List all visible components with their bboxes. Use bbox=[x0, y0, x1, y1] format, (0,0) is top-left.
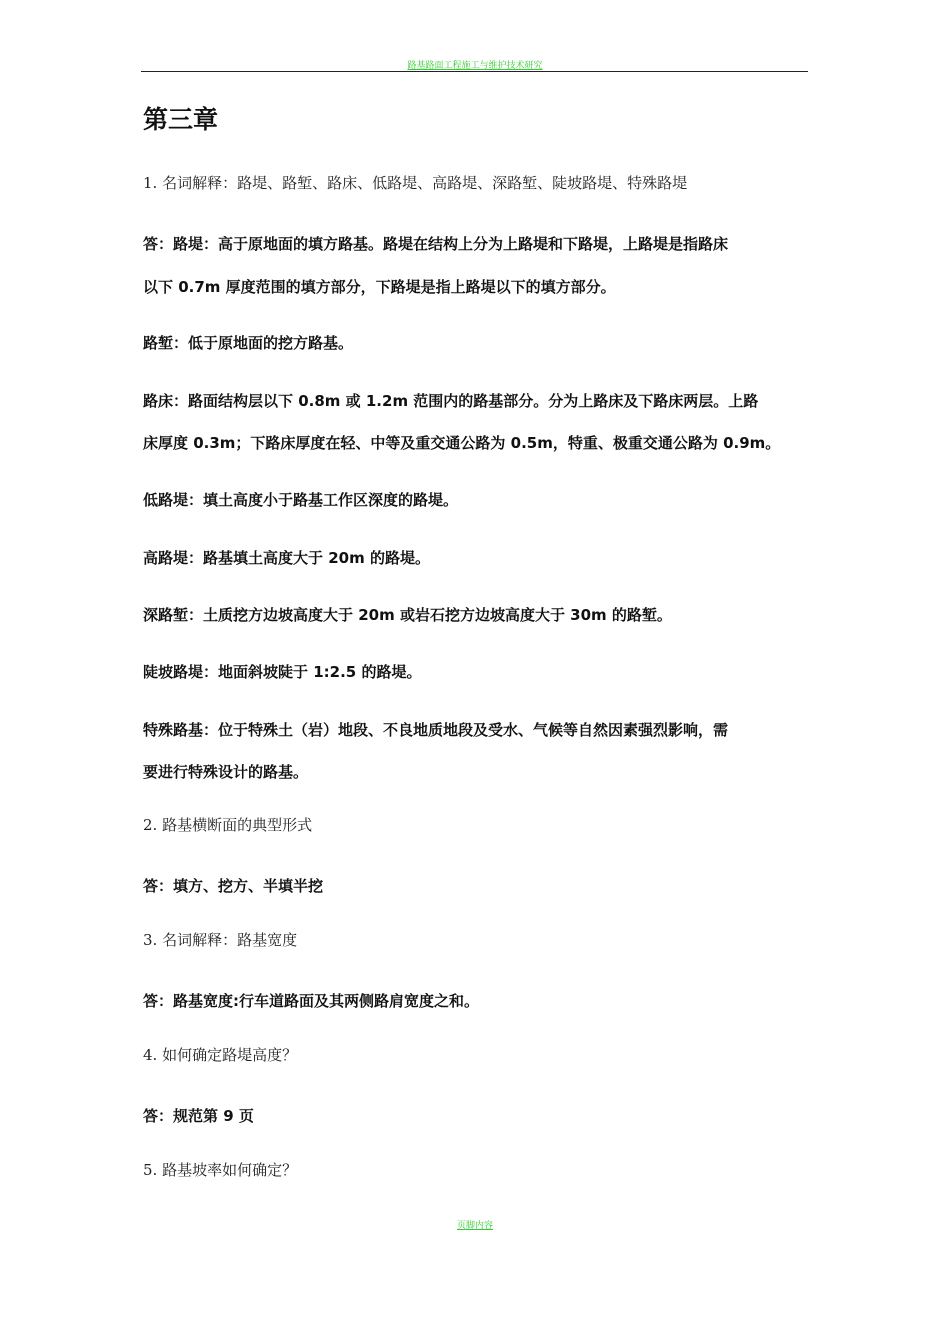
question-5: 5. 路基坡率如何确定？ bbox=[143, 1161, 298, 1179]
question-1: 1. 名词解释：路堤、路堑、路床、低路堤、高路堤、深路堑、陡坡路堤、特殊路堤 bbox=[143, 174, 688, 192]
answer-1-line-11: 要进行特殊设计的路基。 bbox=[143, 763, 309, 781]
answer-3: 答：路基宽度:行车道路面及其两侧路肩宽度之和。 bbox=[143, 992, 480, 1010]
answer-1-line-9: 陡坡路堤：地面斜坡陡于 1:2.5 的路堤。 bbox=[143, 663, 422, 681]
answer-1-line-8: 深路堑：土质挖方边坡高度大于 20m 或岩石挖方边坡高度大于 30m 的路堑。 bbox=[143, 606, 672, 624]
answer-1-line-2: 以下 0.7m 厚度范围的填方部分，下路堤是指上路堤以下的填方部分。 bbox=[143, 278, 616, 296]
answer-1-line-5: 床厚度 0.3m；下路床厚度在轻、中等及重交通公路为 0.5m，特重、极重交通公路为 0.9m。 bbox=[143, 434, 781, 452]
answer-1-line-10: 特殊路基：位于特殊土（岩）地段、不良地质地段及受水、气候等自然因素强烈影响，需 bbox=[143, 721, 729, 739]
question-3: 3. 名词解释：路基宽度 bbox=[143, 931, 298, 949]
page-header-text: 路基路面工程施工与维护技术研究 bbox=[407, 61, 543, 71]
answer-1-line-7: 高路堤：路基填土高度大于 20m 的路堤。 bbox=[143, 549, 430, 567]
answer-1-line-4: 路床：路面结构层以下 0.8m 或 1.2m 范围内的路基部分。分为上路床及下路床两层。上路 bbox=[143, 392, 759, 410]
answer-2: 答：填方、挖方、半填半挖 bbox=[143, 877, 324, 895]
answer-4: 答：规范第 9 页 bbox=[143, 1107, 254, 1125]
answer-1-line-3: 路堑：低于原地面的挖方路基。 bbox=[143, 334, 354, 352]
header-rule bbox=[141, 71, 808, 72]
chapter-title: 第三章 bbox=[143, 105, 219, 134]
question-2: 2. 路基横断面的典型形式 bbox=[143, 816, 313, 834]
question-4: 4. 如何确定路堤高度？ bbox=[143, 1046, 298, 1064]
answer-1-line-6: 低路堤：填土高度小于路基工作区深度的路堤。 bbox=[143, 491, 459, 509]
answer-1-line-1: 答：路堤：高于原地面的填方路基。路堤在结构上分为上路堤和下路堤，上路堤是指路床 bbox=[143, 235, 729, 253]
page-footer-text: 页脚内容 bbox=[456, 1221, 493, 1231]
